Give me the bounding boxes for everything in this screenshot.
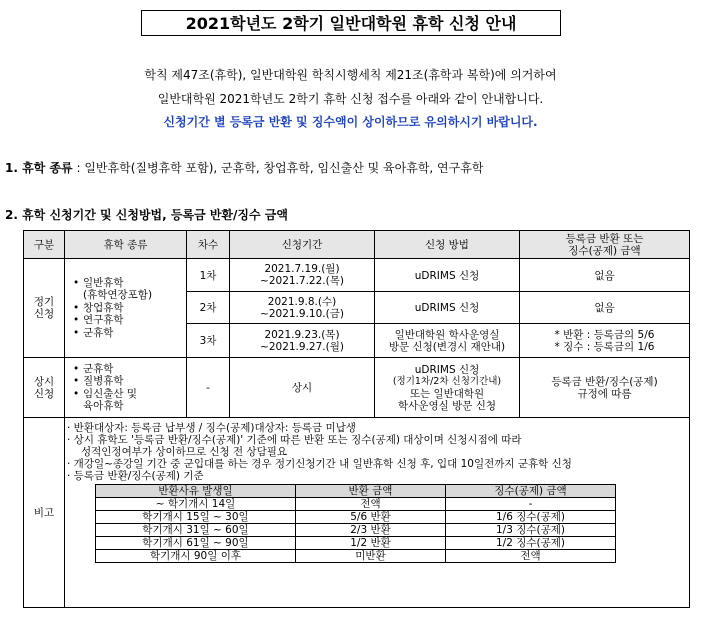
header-method: 신청 방법 (375, 231, 520, 259)
period-cell (230, 259, 375, 292)
method-line-1: uDRIMS 신청 (414, 363, 480, 376)
table-row (96, 524, 616, 537)
method-line-3: 또는 일반대학원 (409, 387, 485, 400)
refund-cell: 없음 (520, 292, 690, 324)
header-round: 차수 (187, 231, 230, 259)
method-cell: uDRIMS 신청 (375, 259, 520, 292)
table-row (96, 537, 616, 550)
table-cell: 전액 (296, 498, 446, 511)
refund-line-2: * 징수 : 등록금의 1/6 (554, 340, 655, 353)
header-refund-line-2: 징수(공제) 금액 (568, 244, 641, 257)
leave-schedule-table (23, 230, 690, 608)
section-1-text: : 일반휴학(질병휴학 포함), 군휴학, 창업휴학, 임신출산 및 육아휴학, 연구휴학 (76, 161, 484, 175)
remarks-label: 비고 (24, 418, 65, 608)
refund-cell (520, 358, 690, 418)
list-item: 육아휴학 (83, 400, 124, 412)
list-item: • 일반휴학 (73, 276, 124, 289)
header-kind: 휴학 종류 (65, 231, 187, 259)
section-1-heading: 1. 휴학 종류 (5, 161, 73, 175)
header-cell: 반환사유 발생일 (96, 485, 296, 498)
refund-cell: 없음 (520, 259, 690, 292)
period-end: ~2021.9.10.(금) (260, 307, 344, 320)
method-line-2: (정기1차/2차 신청기간내) (392, 375, 502, 387)
section-1 (5, 159, 483, 176)
table-cell: 1/2 징수(공제) (446, 537, 616, 550)
regular-label (24, 259, 65, 358)
page-title: 2021학년도 2학기 일반대학원 휴학 신청 안내 (141, 10, 561, 36)
period-start: 2021.9.23.(목) (264, 328, 340, 341)
regular-label-2: 신청 (33, 308, 55, 320)
round-cell: 1차 (187, 259, 230, 292)
table-cell: - (446, 498, 616, 511)
remarks-content (65, 418, 690, 608)
remark-line: · 등록금 반환/징수(공제) 기준 (67, 470, 204, 482)
table-header-row (96, 485, 616, 498)
intro-line-1: 학칙 제47조(휴학), 일반대학원 학칙시행세칙 제21조(휴학과 복학)에 의거하여 (144, 68, 557, 82)
method-cell (375, 358, 520, 418)
method-line-2: 방문 신청(변경시 재안내) (388, 340, 506, 353)
table-row (24, 358, 690, 418)
period-start: 2021.7.19.(월) (264, 263, 340, 275)
round-cell: 2차 (187, 292, 230, 324)
list-item: • 질병휴학 (73, 375, 124, 387)
method-cell (375, 324, 520, 358)
refund-criteria-table (95, 484, 616, 563)
table-cell: 2/3 반환 (296, 524, 446, 537)
intro-line-2: 일반대학원 2021학년도 2학기 휴학 신청 접수를 아래와 같이 안내합니다. (157, 92, 544, 106)
round-cell: 3차 (187, 324, 230, 358)
section-2-heading: 2. 휴학 신청기간 및 신청방법, 등록금 반환/징수 금액 (5, 208, 288, 222)
anytime-label-2: 신청 (33, 387, 55, 400)
table-cell: 5/6 반환 (296, 511, 446, 524)
header-cell: 반환 금액 (296, 485, 446, 498)
table-cell: 전액 (446, 550, 616, 563)
refund-line-1: 등록금 반환/징수(공제) (551, 375, 658, 388)
anytime-label-1: 상시 (33, 375, 55, 388)
refund-cell (520, 324, 690, 358)
table-row (24, 259, 690, 292)
header-cell: 징수(공제) 금액 (446, 485, 616, 498)
header-category: 구분 (24, 231, 65, 259)
round-cell: - (187, 358, 230, 418)
remark-line: · 반환대상자: 등록금 납부생 / 징수(공제)대상자: 등록금 미납생 (67, 422, 356, 434)
table-cell: 학기개시 90일 이후 (96, 550, 296, 563)
header-refund (520, 231, 690, 259)
table-cell: 미반환 (296, 550, 446, 563)
method-line-4: 학사운영실 방문 신청 (398, 399, 496, 412)
table-cell: 1/2 반환 (296, 537, 446, 550)
method-cell: uDRIMS 신청 (375, 292, 520, 324)
period-cell (230, 292, 375, 324)
table-cell: 1/6 징수(공제) (446, 511, 616, 524)
list-item: (휴학연장포함) (83, 289, 153, 302)
table-cell: ~ 학기개시 14일 (96, 498, 296, 511)
remark-line: · 상시 휴학도 '등록금 반환/징수(공제)' 기준에 따른 반환 또는 징수(공제) 대상이며 신청시점에 따라 (67, 434, 522, 446)
regular-kinds (65, 259, 187, 358)
table-cell: 학기개시 61일 ~ 90일 (96, 537, 296, 550)
table-cell: 1/3 징수(공제) (446, 524, 616, 537)
anytime-label (24, 358, 65, 418)
period-end: ~2021.9.27.(월) (260, 340, 344, 353)
table-cell: 학기개시 31일 ~ 60일 (96, 524, 296, 537)
refund-line-2: 규정에 따름 (577, 387, 632, 400)
list-item: • 연구휴학 (73, 314, 124, 327)
list-item: • 군휴학 (73, 326, 114, 339)
list-item: • 창업휴학 (73, 301, 124, 314)
header-refund-line-1: 등록금 반환 또는 (565, 232, 644, 245)
table-row (96, 498, 616, 511)
table-cell: 학기개시 15일 ~ 30일 (96, 511, 296, 524)
remarks-row (24, 418, 690, 608)
list-item: • 임신출산 및 (73, 387, 138, 400)
table-row (96, 511, 616, 524)
list-item: • 군휴학 (73, 362, 114, 375)
remark-line: 성적인정여부가 상이하므로 신청 전 상담필요 (81, 446, 288, 458)
remark-line: · 개강일~종강일 기간 중 군입대를 하는 경우 정기신청기간 내 일반휴학 신청 후, 입대 10일전까지 군휴학 신청 (67, 458, 572, 470)
refund-line-1: * 반환 : 등록금의 5/6 (554, 328, 655, 341)
anytime-kinds (65, 358, 187, 418)
period-end: ~2021.7.22.(목) (260, 275, 344, 287)
period-cell (230, 324, 375, 358)
method-line-1: 일반대학원 학사운영실 (394, 328, 500, 341)
intro-notice: 신청기간 별 등록금 반환 및 징수액이 상이하므로 유의하시기 바랍니다. (163, 115, 538, 129)
period-start: 2021.9.8.(수) (267, 295, 337, 308)
regular-label-1: 정기 (33, 296, 55, 308)
table-header-row (24, 231, 690, 259)
header-period: 신청기간 (230, 231, 375, 259)
table-row (96, 550, 616, 563)
period-cell: 상시 (230, 358, 375, 418)
